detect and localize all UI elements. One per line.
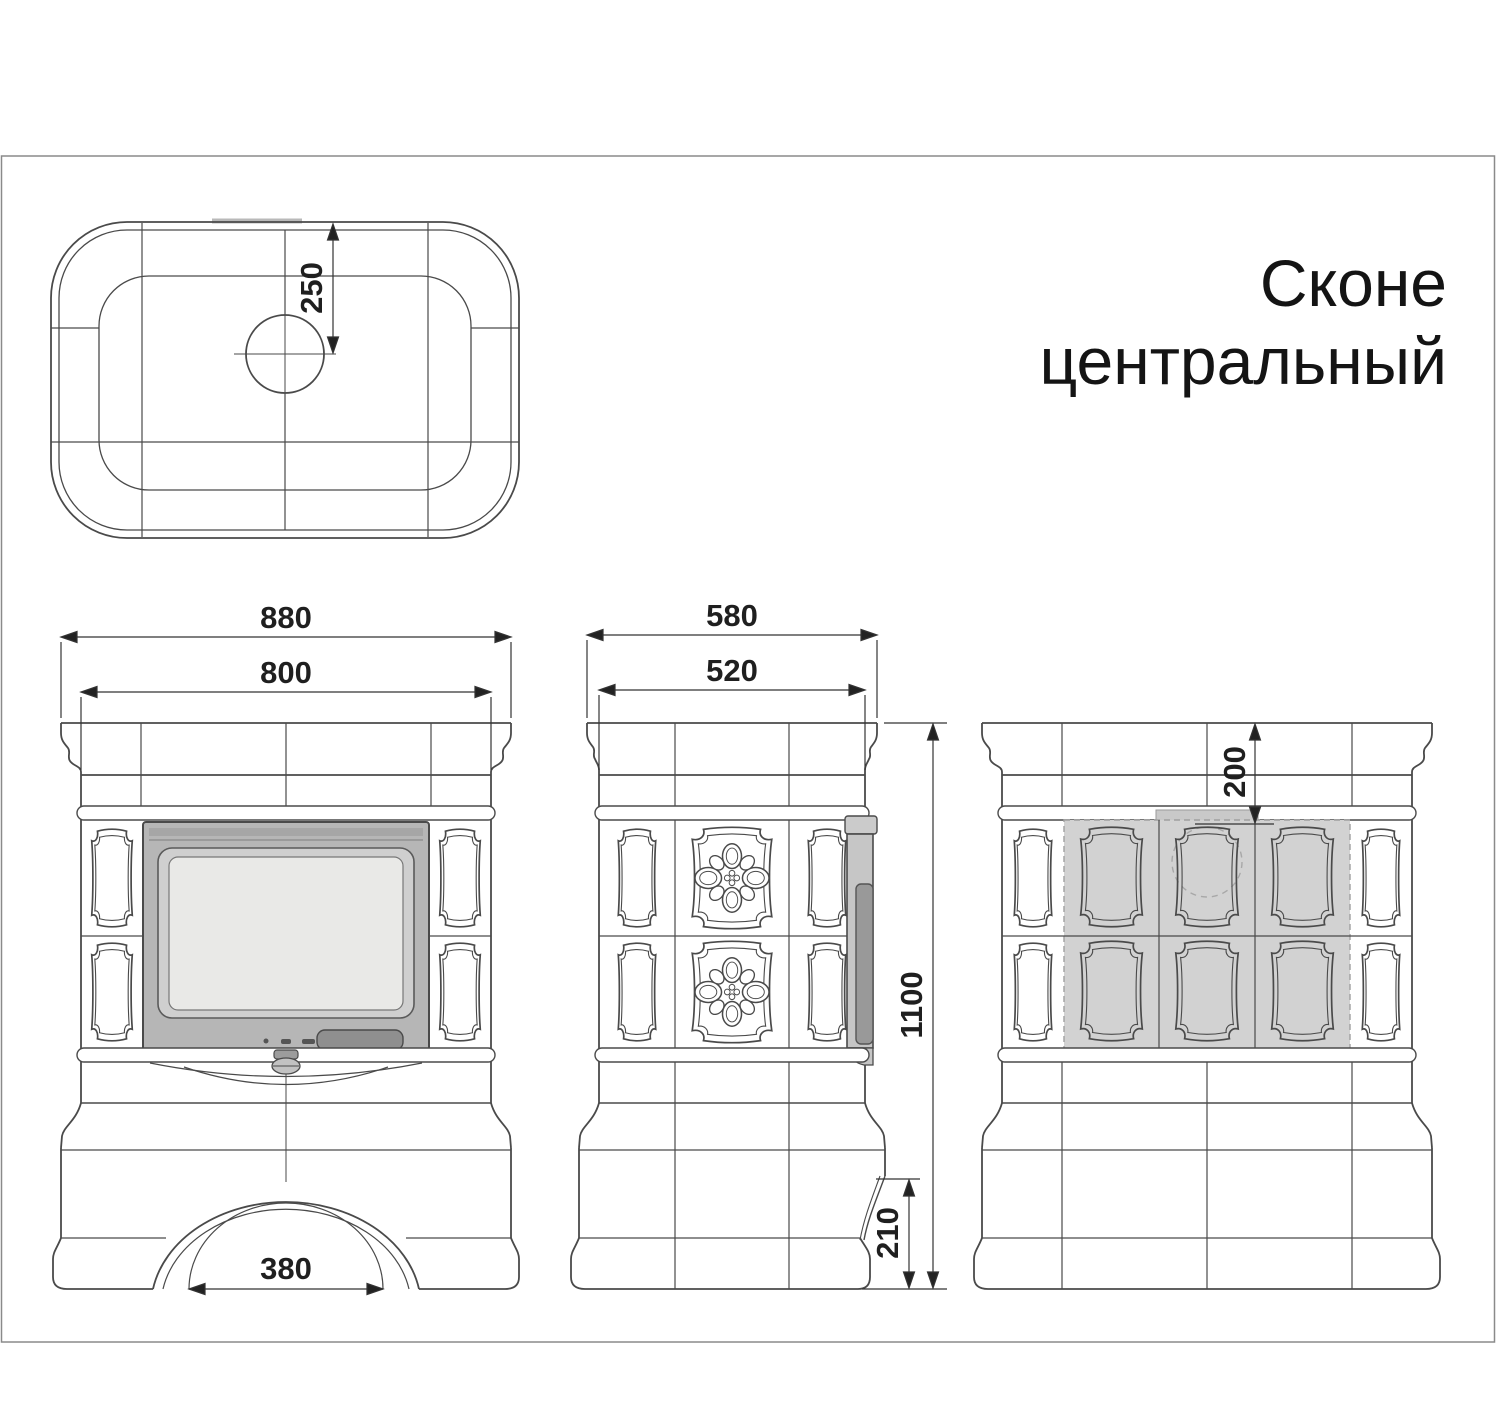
belt-molding-top [595, 806, 869, 820]
belt-molding-top [77, 806, 495, 820]
side-plinth [571, 1103, 885, 1289]
page-title-line1: Сконе [1259, 246, 1447, 320]
side-tile-shield [808, 943, 845, 1041]
dim-label-210: 210 [870, 1207, 905, 1259]
title-block [1039, 246, 1447, 398]
dim-label-250: 250 [294, 262, 329, 314]
fire-door [143, 822, 429, 1058]
front-foot-left [53, 1238, 153, 1289]
cornice-molding-left [587, 723, 599, 775]
back-view [974, 723, 1440, 1289]
side-foot [571, 1238, 858, 1289]
side-tile-shield [808, 829, 845, 927]
back-tile-shield [1014, 829, 1051, 927]
dim-label-880: 880 [260, 600, 312, 635]
cornice-molding-right [865, 723, 877, 775]
door-air-vent [317, 1030, 403, 1050]
front-view [53, 723, 519, 1289]
dim-label-580: 580 [706, 598, 758, 633]
heated-area-highlight [1064, 820, 1350, 1050]
back-tile-shield [1014, 943, 1051, 1041]
door-edge-profile [845, 816, 877, 1065]
top-view [51, 221, 519, 538]
cornice-molding-right [1412, 723, 1432, 775]
dimension-side-body-depth [599, 685, 865, 771]
front-tile-shield [440, 829, 481, 927]
dimension-labels [260, 262, 1252, 1286]
side-foot-rear [858, 1238, 870, 1289]
front-tile-shield [440, 943, 481, 1041]
front-foot-right [419, 1238, 519, 1289]
front-tile-shield [92, 829, 133, 927]
front-tile-shield [92, 943, 133, 1041]
dim-label-520: 520 [706, 653, 758, 688]
dim-label-1100: 1100 [894, 971, 929, 1039]
dim-label-800: 800 [260, 655, 312, 690]
belt-molding-bottom [595, 1048, 869, 1062]
back-tile-shield [1362, 829, 1399, 927]
flower-rosette [695, 958, 769, 1026]
side-view [571, 723, 885, 1289]
dim-label-380: 380 [260, 1251, 312, 1286]
side-tile-shield [618, 943, 655, 1041]
flower-rosette [695, 844, 769, 912]
belt-molding-bottom [998, 1048, 1416, 1062]
cornice-molding-left [982, 723, 1002, 775]
door-glass [169, 857, 403, 1010]
cornice-molding-right [491, 723, 511, 775]
dim-label-200: 200 [1217, 746, 1252, 798]
cornice-molding-left [61, 723, 81, 775]
flue-crosshair [234, 303, 336, 405]
back-tile-shield [1362, 943, 1399, 1041]
door-handle-rail [856, 884, 873, 1044]
dimension-plan-outlet-offset [328, 224, 339, 353]
door-latch-knob [272, 1050, 300, 1074]
page-title-line2: центральный [1039, 324, 1447, 398]
side-tile-shield [618, 829, 655, 927]
